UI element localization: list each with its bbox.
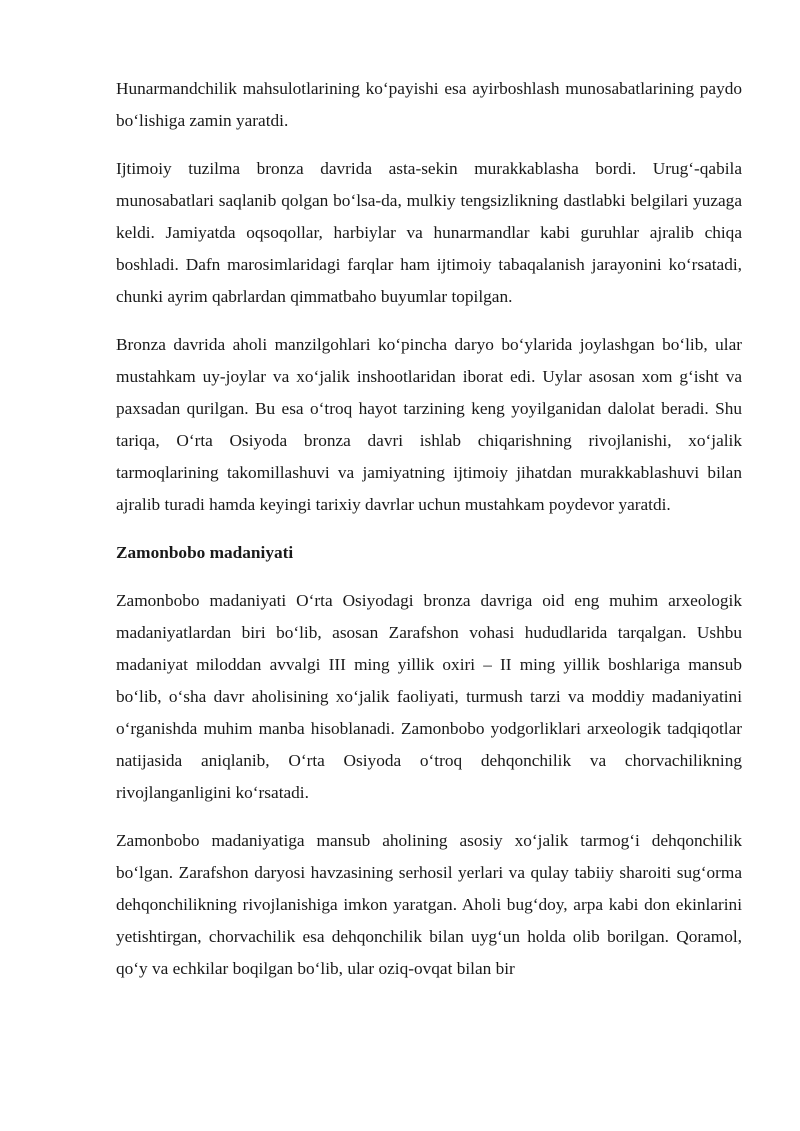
paragraph-settlements: Bronza davrida aholi manzilgohlari koʻpincha daryo boʻylarida joylashgan boʻlib, ular mustahkam uy-joylar va xoʻjalik inshootlaridan iborat edi. Uylar asosan xom gʻisht va paxsadan qurilgan. Bu esa oʻtroq hayot tarzining keng yoyilganidan dalolat beradi. Shu tariqa, Oʻrta Osiyoda bronza davri ishlab chiqarishning rivojlanishi, xoʻjalik tarmoqlarining takomillashuvi va jamiyatning ijtimoiy jihatdan murakkablashuvi bilan ajralib turadi hamda keyingi tarixiy davrlar uchun mustahkam poydevor yaratdi.	[116, 335, 742, 514]
section-heading: Zamonbobo madaniyati	[116, 543, 294, 562]
paragraph-crafts: Hunarmandchilik mahsulotlarining koʻpayishi esa ayirboshlash munosabatlarining paydo boʻlishiga zamin yaratdi.	[116, 79, 742, 130]
paragraph-social-structure: Ijtimoiy tuzilma bronza davrida asta-sekin murakkablasha bordi. Urugʻ-qabila munosabatlari saqlanib qolgan boʻlsa-da, mulkiy tengsizlikning dastlabki belgilari yuzaga keldi. Jamiyatda oqsoqollar, harbiylar va hunarmandlar kabi guruhlar ajralib chiqa boshladi. Dafn marosimlaridagi farqlar ham ijtimoiy tabaqalanish jarayonini koʻrsatadi, chunki ayrim qabrlardan qimmatbaho buyumlar topilgan.	[116, 159, 742, 306]
document-page	[116, 73, 742, 985]
paragraph-zamonbobo-economy: Zamonbobo madaniyatiga mansub aholining asosiy xoʻjalik tarmogʻi dehqonchilik boʻlgan. Zarafshon daryosi havzasining serhosil yerlari va qulay tabiiy sharoiti sugʻorma dehqonchilikning rivojlanishiga imkon yaratgan. Aholi bugʻdoy, arpa kabi don ekinlarini yetishtirgan, chorvachilik esa dehqonchilik bilan uygʻun holda olib borilgan. Qoramol, qoʻy va echkilar boqilgan boʻlib, ular oziq-ovqat bilan bir	[116, 831, 742, 978]
paragraph-zamonbobo-intro: Zamonbobo madaniyati Oʻrta Osiyodagi bronza davriga oid eng muhim arxeologik madaniyatlardan biri boʻlib, asosan Zarafshon vohasi hududlarida tarqalgan. Ushbu madaniyat miloddan avvalgi III ming yillik oxiri – II ming yillik boshlariga mansub boʻlib, oʻsha davr aholisining xoʻjalik faoliyati, turmush tarzi va moddiy madaniyatini oʻrganishda muhim manba hisoblanadi. Zamonbobo yodgorliklari arxeologik tadqiqotlar natijasida aniqlanib, Oʻrta Osiyoda oʻtroq dehqonchilik va chorvachilikning rivojlanganligini koʻrsatadi.	[116, 591, 742, 802]
